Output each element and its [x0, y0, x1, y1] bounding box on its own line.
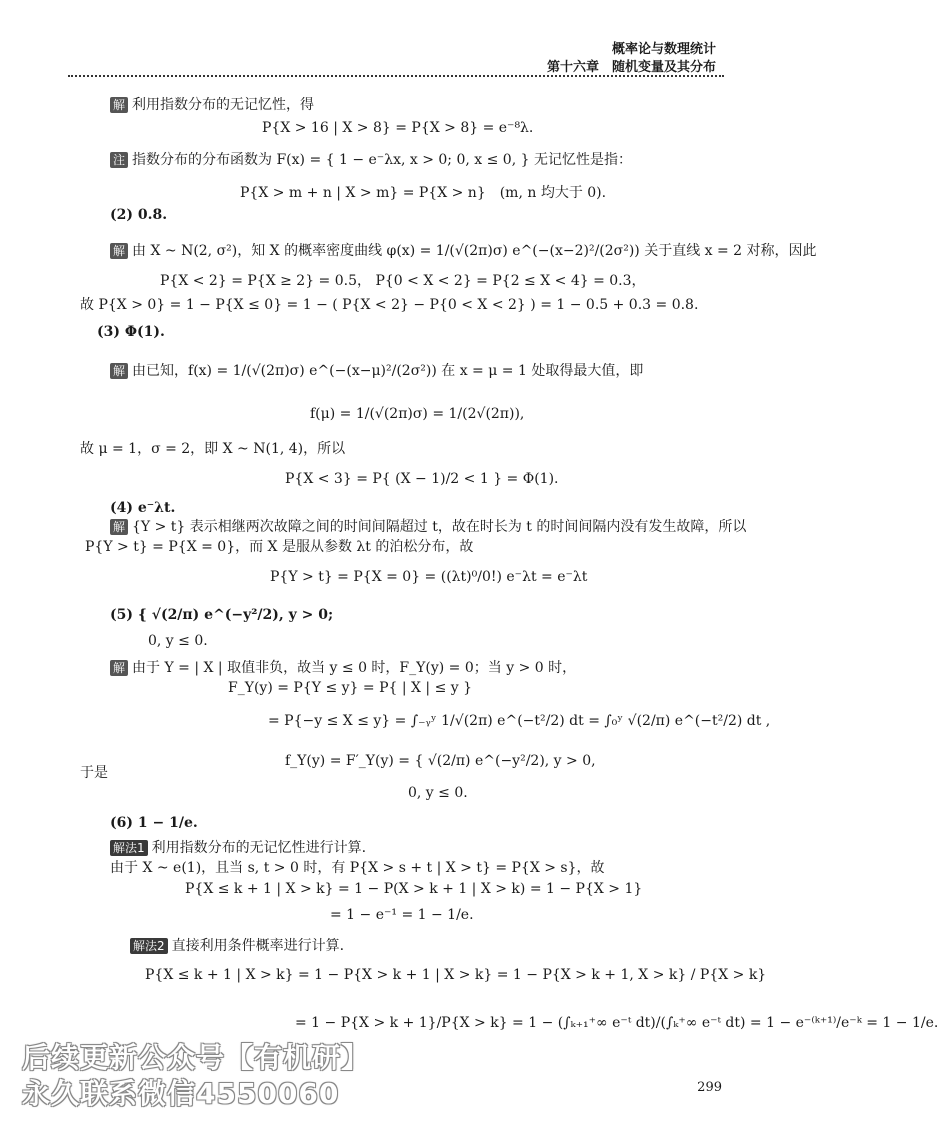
line-text: P{X < 3} = P{ (X − 1)/2 < 1 } = Φ(1).: [285, 471, 559, 487]
text-line: [408, 784, 468, 802]
text-line: [110, 859, 605, 877]
text-line: [110, 499, 175, 517]
solution-label-badge: 解: [110, 243, 128, 259]
text-line: [110, 362, 643, 380]
text-line: [285, 470, 559, 488]
line-text: (5) { √(2/π) e^(−y²/2), y > 0;: [110, 607, 334, 623]
solution-label-badge: 注: [110, 152, 128, 168]
line-text: 故 P{X > 0} = 1 − P{X ≤ 0} = 1 − ( P{X < 2} − P{0 < X < 2} ) = 1 − 0.5 + 0.3 = 0.8.: [80, 297, 699, 313]
text-line: [97, 323, 165, 341]
text-line: [110, 242, 817, 260]
text-line: [310, 405, 524, 423]
line-text: P{X > 16 | X > 8} = P{X > 8} = e⁻⁸λ.: [262, 120, 534, 136]
line-text: 直接利用条件概率进行计算.: [171, 938, 345, 954]
text-line: [110, 96, 314, 114]
text-line: [80, 296, 698, 314]
text-line: [330, 906, 474, 924]
text-line: [160, 272, 646, 290]
solution-label-badge: 解: [110, 660, 128, 676]
line-text: = P{−y ≤ X ≤ y} = ∫₋ᵧʸ 1/√(2π) e^(−t²/2) dt = ∫₀ʸ √(2/π) e^(−t²/2) dt ,: [268, 713, 771, 729]
header-dotted-rule: [68, 75, 724, 77]
line-text: 由于 X ~ e(1)，且当 s, t > 0 时，有 P{X > s + t | X > t} = P{X > s}，故: [110, 860, 605, 876]
solution-label-badge: 解法2: [130, 938, 168, 954]
text-line: [295, 1014, 938, 1032]
line-text: 0, y ≤ 0.: [148, 633, 208, 649]
solution-label-badge: 解: [110, 363, 128, 379]
page-number: 299: [697, 1080, 722, 1095]
running-header-chapter: 第十六章 随机变量及其分布: [546, 60, 716, 75]
line-text: = 1 − e⁻¹ = 1 − 1/e.: [330, 907, 474, 923]
text-line: [110, 518, 746, 536]
text-line: [85, 538, 473, 556]
text-line: [80, 440, 345, 458]
text-line: [285, 752, 596, 770]
solution-label-badge: 解: [110, 97, 128, 113]
line-text: F_Y(y) = P{Y ≤ y} = P{ | X | ≤ y }: [228, 680, 473, 696]
solution-label-badge: 解法1: [110, 840, 148, 856]
text-line: [110, 606, 333, 624]
line-text: P{X ≤ k + 1 | X > k} = 1 − P(X > k + 1 | X > k) = 1 − P{X > 1}: [185, 881, 643, 897]
text-line: [148, 632, 208, 650]
text-line: [110, 659, 576, 677]
line-text: P{X > m + n | X > m} = P{X > n} (m, n 均大于 0).: [240, 185, 607, 201]
text-line: [110, 814, 198, 832]
watermark-line-2: 永久联系微信4550060: [22, 1077, 340, 1110]
line-text: (6) 1 − 1/e.: [110, 815, 198, 831]
text-line: [185, 880, 642, 898]
line-text: {Y > t} 表示相继两次故障之间的时间间隔超过 t，故在时长为 t 的时间间隔内没有发生故障，所以: [132, 519, 747, 535]
text-line: [145, 966, 766, 984]
line-text: 利用指数分布的无记忆性，得: [132, 97, 315, 113]
watermark-line-1: 后续更新公众号【有机研】: [22, 1041, 371, 1074]
text-line: [270, 568, 587, 586]
line-text: 由于 Y = | X | 取值非负，故当 y ≤ 0 时，F_Y(y) = 0；当 y > 0 时，: [132, 660, 577, 676]
line-text: 由 X ~ N(2, σ²)，知 X 的概率密度曲线 φ(x) = 1/(√(2π)σ) e^(−(x−2)²/(2σ²)) 关于直线 x = 2 对称，因此: [132, 243, 817, 259]
line-text: P{Y > t} = P{X = 0}，而 X 是服从参数 λt 的泊松分布，故: [85, 539, 474, 555]
line-text: (3) Φ(1).: [97, 324, 165, 340]
line-text: 指数分布的分布函数为 F(x) = { 1 − e⁻λx, x > 0; 0, x ≤ 0, } 无记忆性是指：: [132, 152, 632, 168]
text-line: [110, 839, 366, 857]
line-text: P{X < 2} = P{X ≥ 2} = 0.5， P{0 < X < 2} = P{2 ≤ X < 4} = 0.3，: [160, 273, 646, 289]
line-text: f_Y(y) = F′_Y(y) = { √(2/π) e^(−y²/2), y > 0,: [285, 753, 596, 769]
line-text: 故 μ = 1，σ = 2，即 X ~ N(1, 4)，所以: [80, 441, 346, 457]
text-line: [80, 764, 108, 782]
line-text: = 1 − P{X > k + 1}/P{X > k} = 1 − (∫ₖ₊₁⁺∞ e⁻ᵗ dt)/(∫ₖ⁺∞ e⁻ᵗ dt) = 1 − e⁻⁽ᵏ⁺¹⁾/e⁻ᵏ = 1 − 1/e.: [295, 1015, 938, 1031]
line-text: P{X ≤ k + 1 | X > k} = 1 − P{X > k + 1 | X > k} = 1 − P{X > k + 1, X > k} / P{X > k}: [145, 967, 767, 983]
text-line: [110, 151, 632, 169]
line-text: P{Y > t} = P{X = 0} = ((λt)⁰/0!) e⁻λt = e⁻λt: [270, 569, 588, 585]
text-line: [110, 206, 167, 224]
line-text: (4) e⁻λt.: [110, 500, 176, 516]
line-text: 于是: [80, 765, 108, 781]
text-line: [268, 712, 770, 730]
line-text: (2) 0.8.: [110, 207, 168, 223]
line-text: 0, y ≤ 0.: [408, 785, 468, 801]
text-line: [228, 679, 472, 697]
line-text: 利用指数分布的无记忆性进行计算.: [151, 840, 367, 856]
text-line: [262, 119, 533, 137]
text-line: [130, 937, 344, 955]
running-header-title: 概率论与数理统计: [611, 42, 716, 57]
solution-label-badge: 解: [110, 519, 128, 535]
line-text: 由已知，f(x) = 1/(√(2π)σ) e^(−(x−μ)²/(2σ²)) 在 x = μ = 1 处取得最大值，即: [132, 363, 644, 379]
text-line: [240, 184, 606, 202]
line-text: f(μ) = 1/(√(2π)σ) = 1/(2√(2π)),: [310, 406, 525, 422]
